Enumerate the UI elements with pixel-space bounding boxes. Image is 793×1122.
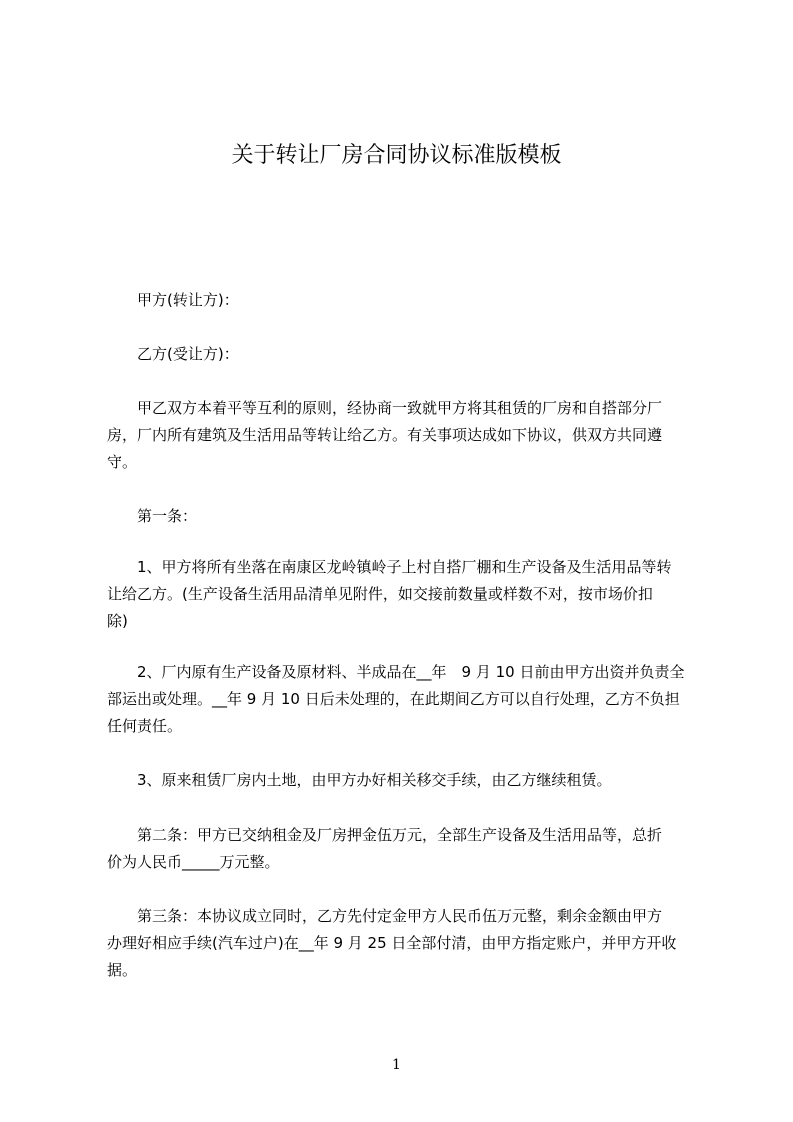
article-3-line-3: 据。 — [107, 961, 138, 979]
intro-line-1: 甲乙双方本着平等互利的原则，经协商一致就甲方将其租赁的厂房和自搭部分厂 — [137, 399, 663, 417]
item-3-text: 3、原来租赁厂房内土地，由甲方办好相关移交手续，由乙方继续租赁。 — [137, 771, 612, 789]
item-1-line-2: 让给乙方。(生产设备生活用品清单见附件，如交接前数量或样数不对，按市场价扣 — [107, 585, 653, 603]
document-title: 关于转让厂房合同协议标准版模板 — [231, 143, 562, 168]
item-1-line-1: 1、甲方将所有坐落在南康区龙岭镇岭子上村自搭厂棚和生产设备及生活用品等转 — [137, 558, 672, 576]
article-3-line-2: 办理好相应手续(汽车过户)在__年 9 月 25 日全部付清，由甲方指定账户，并甲方开收 — [107, 934, 677, 952]
item-2-line-3: 任何责任。 — [107, 717, 183, 735]
article-2-line-2: 价为人民币_____万元整。 — [107, 853, 280, 871]
article-2-line-1: 第二条：甲方已交纳租金及厂房押金伍万元，全部生产设备及生活用品等，总折 — [137, 826, 663, 844]
article-3-line-1: 第三条：本协议成立同时，乙方先付定金甲方人民币伍万元整，剩余金额由甲方 — [137, 907, 663, 925]
article-1-heading: 第一条： — [137, 507, 198, 525]
party-a-label: 甲方(转让方)： — [137, 291, 239, 309]
item-1-line-3: 除) — [107, 612, 128, 630]
party-b-label: 乙方(受让方)： — [137, 345, 239, 363]
item-2-line-2: 部运出或处理。__年 9 月 10 日后未处理的，在此期间乙方可以自行处理，乙方不负担 — [107, 690, 680, 708]
item-2-line-1: 2、厂内原有生产设备及原材料、半成品在__年 9 月 10 日前由甲方出资并负责全 — [137, 663, 685, 681]
intro-line-2: 房，厂内所有建筑及生活用品等转让给乙方。有关事项达成如下协议，供双方共同遵 — [107, 426, 663, 444]
intro-line-3: 守。 — [107, 453, 138, 471]
page-number: 1 — [392, 1057, 401, 1073]
